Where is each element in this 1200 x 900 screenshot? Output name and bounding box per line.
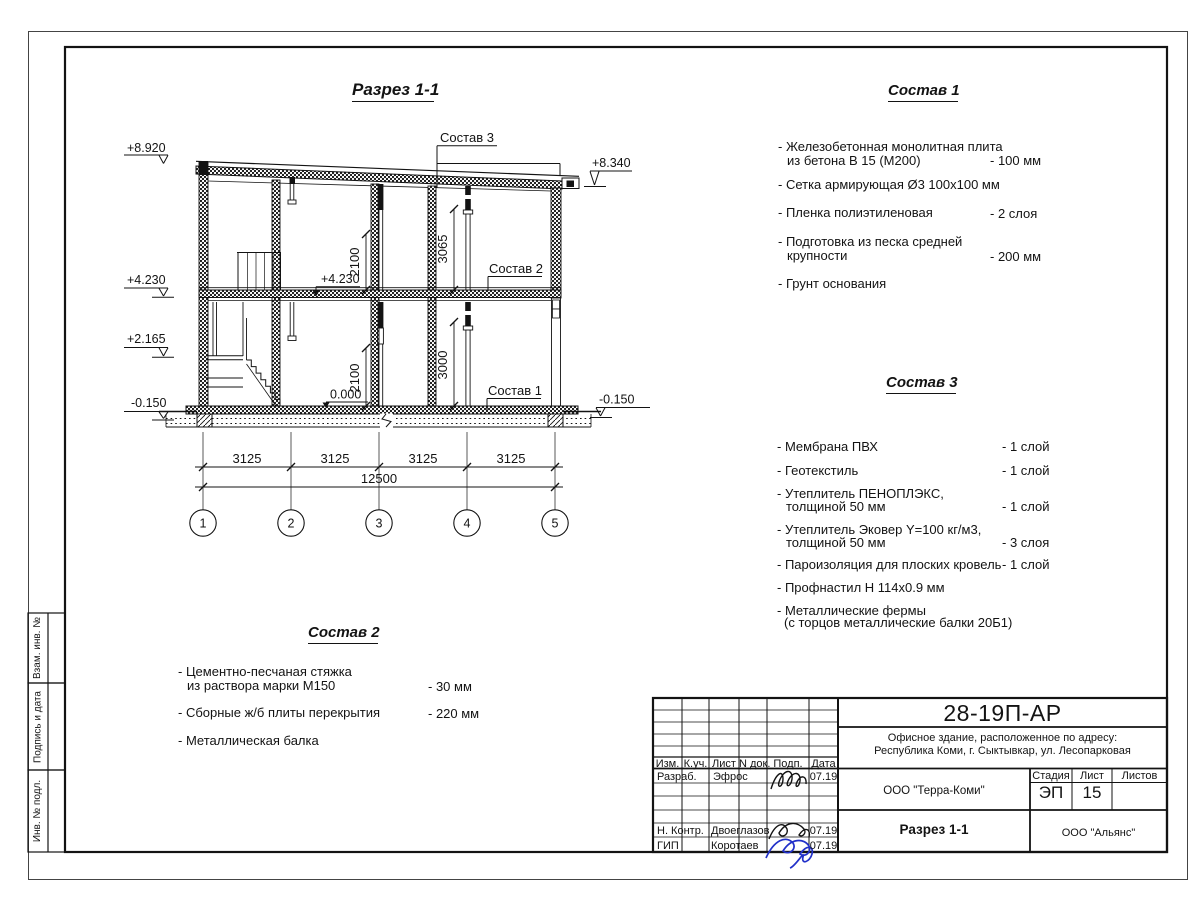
axis-bubble-5: 5: [551, 516, 559, 531]
stairs: [206, 253, 281, 407]
list-item: толщиной 50 мм: [786, 499, 886, 514]
list-item: - Металлические фермы: [777, 603, 926, 618]
dim-total: 12500: [360, 471, 398, 486]
list-item: - Утеплитель Эковер Y=100 кг/м3,: [777, 522, 982, 537]
list-item: толщиной 50 мм: [786, 535, 886, 550]
list-item: - Мембрана ПВХ: [777, 439, 878, 454]
list-item: - Пароизоляция для плоских кровель: [777, 557, 1002, 572]
axis-bubble-3: 3: [375, 516, 383, 531]
list-item: - Грунт основания: [778, 276, 887, 291]
signature-developer: [771, 771, 806, 789]
list-item: - Утеплитель ПЕНОПЛЭКС,: [777, 486, 944, 501]
list-item-value: - 200 мм: [990, 249, 1042, 264]
stage-label: Стадия: [1032, 770, 1070, 782]
org-name: ООО "Терра-Коми": [883, 785, 985, 797]
project-address-line2: Республика Коми, г. Сыктывкар, ул. Лесопарковая: [874, 745, 1131, 757]
list-item-value: - 1 слой: [1002, 439, 1050, 454]
titleblock-col-header: Подп.: [773, 758, 803, 770]
titleblock-row-role: ГИП: [657, 840, 679, 852]
list-item: (с торцов металлические балки 20Б1): [784, 615, 1013, 630]
list-item: из раствора марки М150: [187, 678, 336, 693]
dim-floor2-clear: 2100: [347, 247, 362, 277]
project-code: 28-19П-АР: [943, 700, 1062, 726]
signature-gip: [766, 839, 812, 868]
list-item: - Цементно-песчаная стяжка: [178, 664, 352, 679]
list-item-value: - 1 слой: [1002, 499, 1050, 514]
list-item: - Пленка полиэтиленовая: [778, 205, 933, 220]
sostav2-heading: Состав 2: [308, 625, 378, 644]
titleblock-col-header: Лист: [712, 758, 736, 770]
axis-bubble-2: 2: [287, 516, 295, 531]
titleblock-row-date: 07.19: [809, 840, 838, 852]
leader-label-sostav3: Состав 3: [440, 130, 494, 145]
sheet-label: Лист: [1080, 770, 1104, 782]
sheet-number: 15: [1082, 783, 1102, 802]
list-item-value: - 1 слой: [1002, 463, 1050, 478]
axis-bubble-1: 1: [199, 516, 207, 531]
leader-label-sostav2: Состав 2: [489, 261, 543, 276]
titleblock-row-name: Двоеглазов: [711, 825, 770, 837]
section-title: Разрез 1-1: [352, 81, 434, 102]
titleblock-row-name: Эфрос: [713, 771, 748, 783]
sostav1-heading: Состав 1: [888, 83, 958, 102]
contractor-name: ООО "Альянс": [1061, 827, 1136, 839]
dim-bay-2: 3125: [320, 451, 350, 466]
dim-bay-4: 3125: [496, 451, 526, 466]
list-item: - Металлическая балка: [178, 733, 319, 748]
dim-floor2-height: 3065: [435, 234, 450, 264]
stamp-label-podpis: Подпись и дата: [32, 690, 43, 763]
elevation-left-landing: +2.165: [127, 332, 166, 346]
titleblock-col-header: Изм.: [655, 758, 680, 770]
elevation-left-slab: +4.230: [127, 273, 166, 287]
list-item-value: - 2 слоя: [990, 206, 1038, 221]
titleblock-row-role: Н. Контр.: [657, 825, 704, 837]
project-address-line1: Офисное здание, расположенное по адресу:: [887, 732, 1118, 744]
sheet-name: Разрез 1-1: [899, 822, 969, 837]
list-item: - Подготовка из песка средней: [778, 234, 963, 249]
list-item-value: - 1 слой: [1002, 557, 1050, 572]
list-item-value: - 30 мм: [428, 679, 472, 694]
stamp-label-inv: Инв. № подл.: [32, 779, 43, 843]
elevation-right-ground: -0.150: [599, 392, 635, 407]
list-item: из бетона В 15 (М200): [787, 153, 921, 168]
sheets-label: Листов: [1121, 770, 1158, 782]
leader-label-sostav1: Состав 1: [488, 383, 542, 398]
list-item-value: - 3 слоя: [1002, 535, 1050, 550]
list-item: - Геотекстиль: [777, 463, 859, 478]
list-item: крупности: [787, 248, 848, 263]
list-item: - Сетка армирующая Ø3 100х100 мм: [778, 177, 1000, 192]
titleblock-col-header: К.уч.: [683, 758, 708, 770]
signatures: [766, 771, 812, 868]
dim-floor1-clear: 2100: [347, 363, 362, 393]
titleblock-col-header: N док.: [739, 758, 771, 770]
sostav3-heading: Состав 3: [886, 375, 956, 394]
elevation-left-roof: +8.920: [127, 141, 166, 155]
titleblock-col-header: Дата: [811, 758, 836, 770]
elevation-right-roof: +8.340: [592, 156, 631, 170]
dim-floor1-height: 3000: [435, 350, 450, 380]
axis-bubble-4: 4: [463, 516, 471, 531]
list-item: - Сборные ж/б плиты перекрытия: [178, 705, 381, 720]
titleblock-row-role: Разраб.: [657, 771, 697, 783]
elevation-inner-zero: 0.000: [330, 387, 362, 402]
list-item-value: - 220 мм: [428, 706, 480, 721]
titleblock-row-name: Коротаев: [711, 840, 759, 852]
dim-bay-1: 3125: [232, 451, 262, 466]
elevation-left-ground: -0.150: [131, 396, 167, 410]
titleblock-row-date: 07.19: [809, 825, 838, 837]
stamp-label-vzam: Взам. инв. №: [32, 617, 43, 679]
list-item: - Профнастил Н 114х0.9 мм: [777, 580, 945, 595]
list-item-value: - 100 мм: [990, 153, 1042, 168]
dim-bay-3: 3125: [408, 451, 438, 466]
titleblock-row-date: 07.19: [809, 771, 838, 783]
stage-value: ЭП: [1038, 783, 1064, 802]
list-item: - Железобетонная монолитная плита: [778, 139, 1003, 154]
elevation-inner-slab: +4.230: [321, 272, 360, 286]
